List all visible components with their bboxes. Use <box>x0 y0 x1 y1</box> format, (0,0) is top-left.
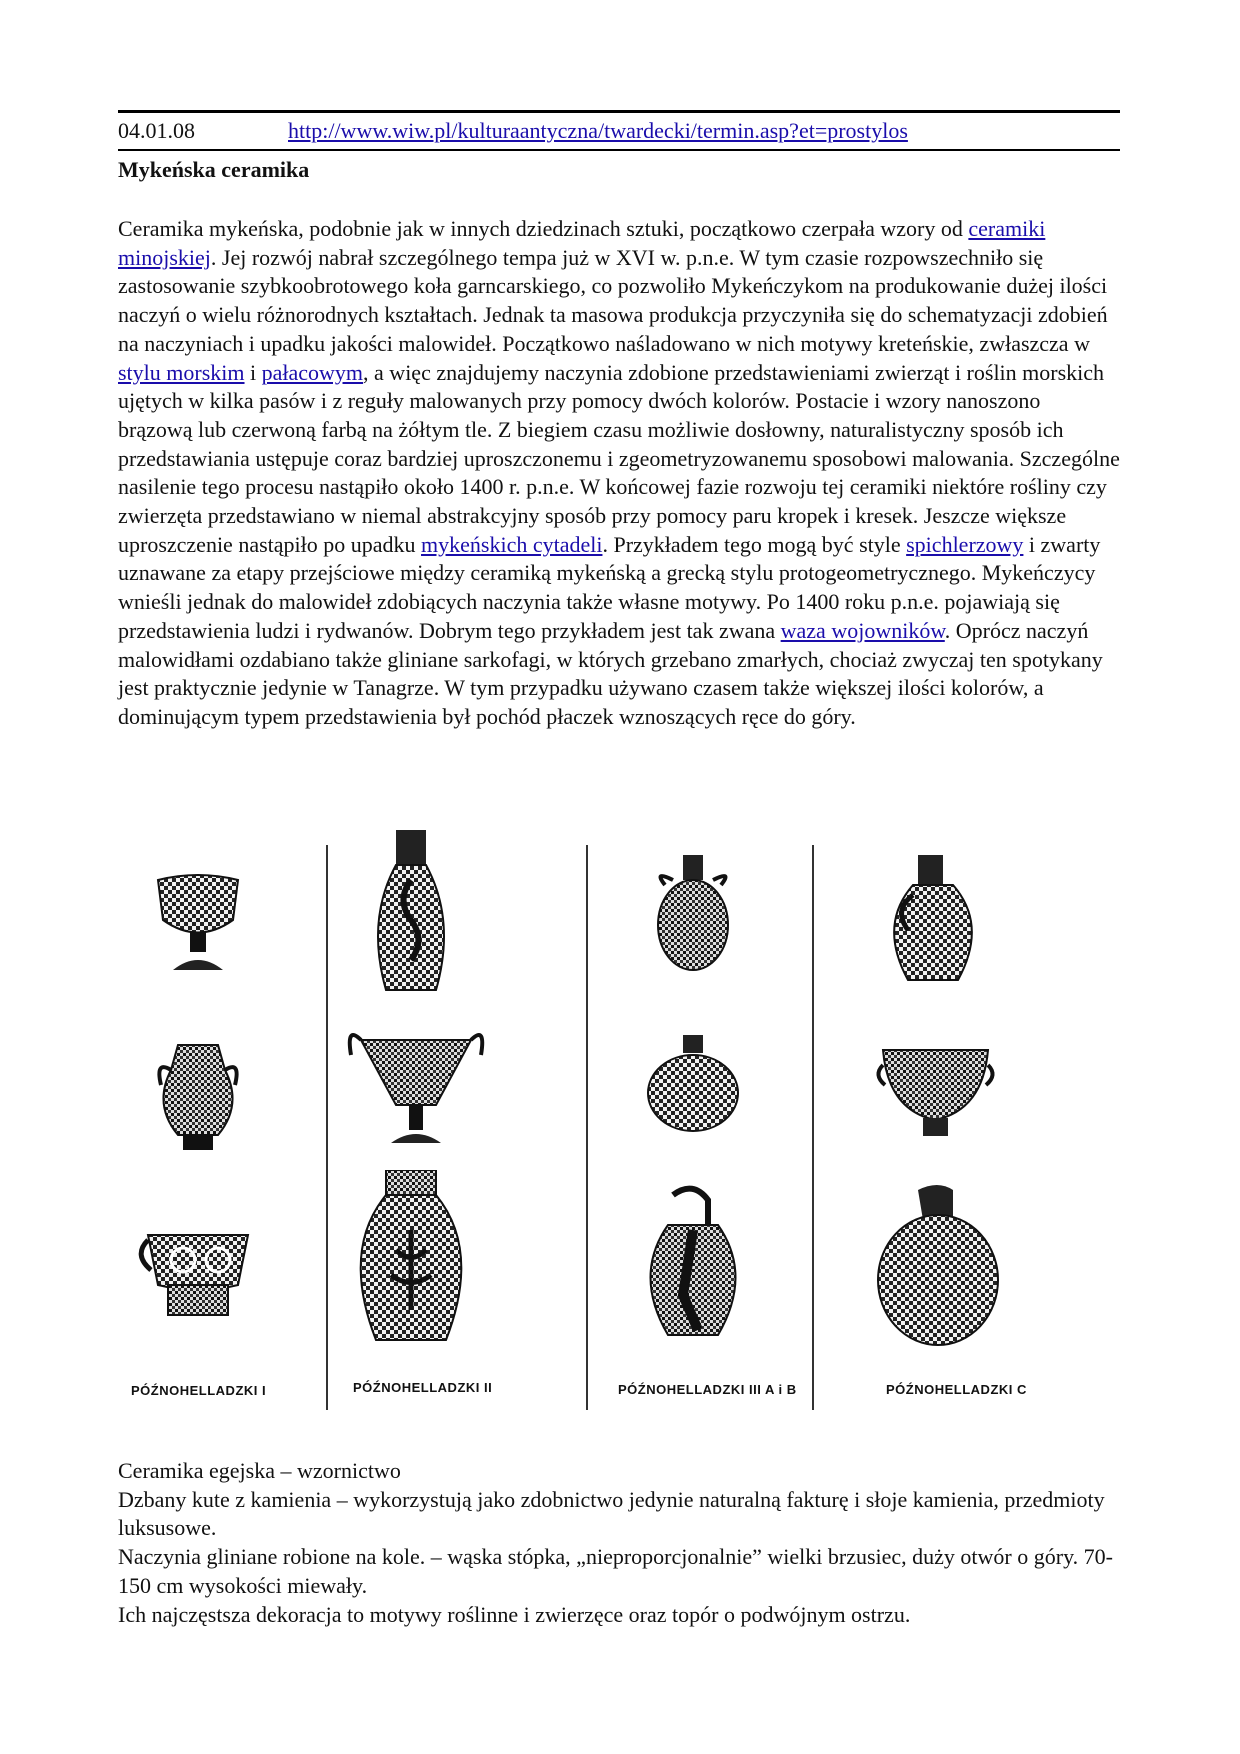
divider-1 <box>326 845 328 1410</box>
para-text-3: i <box>244 359 262 385</box>
vase-round-jug-icon <box>643 1035 743 1135</box>
caption-lh-4: PÓŹNOHELLADZKI C <box>886 1382 1027 1397</box>
link-mykenskich-cytadeli[interactable]: mykeńskich cytadeli <box>421 531 603 557</box>
vase-cup-icon <box>133 1225 263 1325</box>
header-bottom-rule <box>118 149 1120 151</box>
vase-krater-icon <box>873 1040 998 1140</box>
vase-kylix-icon <box>346 1025 486 1150</box>
lower-line-stone: Dzbany kute z kamienia – wykorzystują jako zdobnictwo jedynie naturalną fakturę i słoje kamienia, przedmioty luksusowe. <box>118 1486 1105 1541</box>
link-spichlerzowy[interactable]: spichlerzowy <box>906 531 1024 557</box>
link-palacowym[interactable]: pałacowym <box>261 359 364 385</box>
caption-lh-1: PÓŹNOHELLADZKI I <box>131 1383 267 1398</box>
divider-3 <box>812 845 814 1410</box>
para-text-7: . Oprócz naczyń malowidłami ozdabiano także gliniane sarkofagi, w których grzebano zmarłych, chociaż zwyczaj ten spotykany jest praktycznie jedynie w Tanagrze. W tym przypadku używano czasem także większej ilości kolorów, a dominującym typem przedstawienia był pochód płaczek wznoszących ręce do góry. <box>118 617 1103 729</box>
main-paragraph <box>118 215 1120 732</box>
para-text-2: . Jej rozwój nabrał szczególnego tempa już w XVI w. p.n.e. W tym czasie rozpowszechniło się zastosowanie szybkoobrotowego koła garncarskiego, co pozwoliło Mykeńczykom na produkowanie dużej ilości naczyń o wielu różnorodnych kształtach. Jednak ta masowa produkcja przyczyniła się do schematyzacji zdobień na naczyniach i upadku jakości malowideł. Początkowo naśladowano w nich motywy kreteńskie, zwłaszcza w <box>118 244 1108 356</box>
lower-section <box>118 1457 1128 1629</box>
lower-heading: Ceramika egejska – wzornictwo <box>118 1458 401 1483</box>
header-date: 04.01.08 <box>118 118 195 143</box>
header-row <box>118 117 1120 145</box>
lower-line-decoration: Ich najczęstsza dekoracja to motywy roślinne i zwierzęce oraz topór o podwójnym ostrzu. <box>118 1601 911 1627</box>
vase-jug-icon <box>883 855 983 985</box>
document-page <box>118 110 1120 732</box>
link-stylu-morskim[interactable]: stylu morskim <box>118 359 245 385</box>
divider-2 <box>586 845 588 1410</box>
para-text-4: , a więc znajdujemy naczynia zdobione przedstawieniami zwierząt i roślin morskich ujętych w kilka pasów i z reguły malowanych przy pomocy dwóch kolorów. Postacie i wzory nanoszono brązową lub czerwoną farbą na żółtym tle. Z biegiem czasu możliwie dosłowny, naturalistyczny sposób ich przedstawiania ustępuje coraz bardziej uproszczonemu i zgeometryzowanemu sposobowi malowania. Szczególne nasilenie tego procesu nastąpiło około 1400 r. p.n.e. W końcowej fazie rozwoju tej ceramiki niektóre rośliny czy zwierzęta przedstawiano w niemal abstrakcyjny sposób przy pomocy paru kropek i kresek. Jeszcze większe uproszczenie nastąpiło po upadku <box>118 359 1120 557</box>
caption-lh-2: PÓŹNOHELLADZKI II <box>353 1380 493 1395</box>
para-text-1: Ceramika mykeńska, podobnie jak w innych dziedzinach sztuki, początkowo czerpała wzory od <box>118 216 969 241</box>
vase-stirrup-jar-icon <box>638 1185 748 1345</box>
pottery-figure <box>118 830 1027 1420</box>
link-waza-wojownikow[interactable]: waza wojowników <box>780 617 945 643</box>
para-text-6: i zwarty uznawane za etapy przejściowe między ceramiką mykeńską a grecką stylu protogeometrycznego. Mykeńczycy wnieśli jednak do malowideł zdobiących naczynia także własne motywy. Po 1400 roku p.n.e. pojawiają się przedstawienia ludzi i rydwanów. Dobrym tego przykładem jest tak zwana <box>118 531 1101 643</box>
vase-tall-jar-icon <box>366 830 456 995</box>
lower-line-clay: Naczynia gliniane robione na kole. – wąska stópka, „nieproporcjonalnie” wielki brzusiec, duży otwór o góry. 70-150 cm wysokości miewały. <box>118 1544 1113 1598</box>
page-title: Mykeńska ceramika <box>118 157 310 182</box>
vase-goblet-icon <box>148 870 248 980</box>
caption-lh-3: PÓŹNOHELLADZKI III A i B <box>618 1382 797 1397</box>
vase-palace-amphora-icon <box>346 1170 476 1345</box>
header-top-rule <box>118 110 1120 113</box>
header-url-link[interactable]: http://www.wiw.pl/kulturaantyczna/twardecki/termin.asp?et=prostylos <box>288 118 908 143</box>
link-ceramiki-minojskiej[interactable]: ceramiki minojskiej <box>118 216 1046 270</box>
vase-amphora-small-icon <box>153 1035 243 1155</box>
vase-flask-icon <box>653 855 733 980</box>
vase-globular-jug-icon <box>873 1185 1003 1350</box>
para-text-5: . Przykładem tego mogą być style <box>602 531 907 557</box>
